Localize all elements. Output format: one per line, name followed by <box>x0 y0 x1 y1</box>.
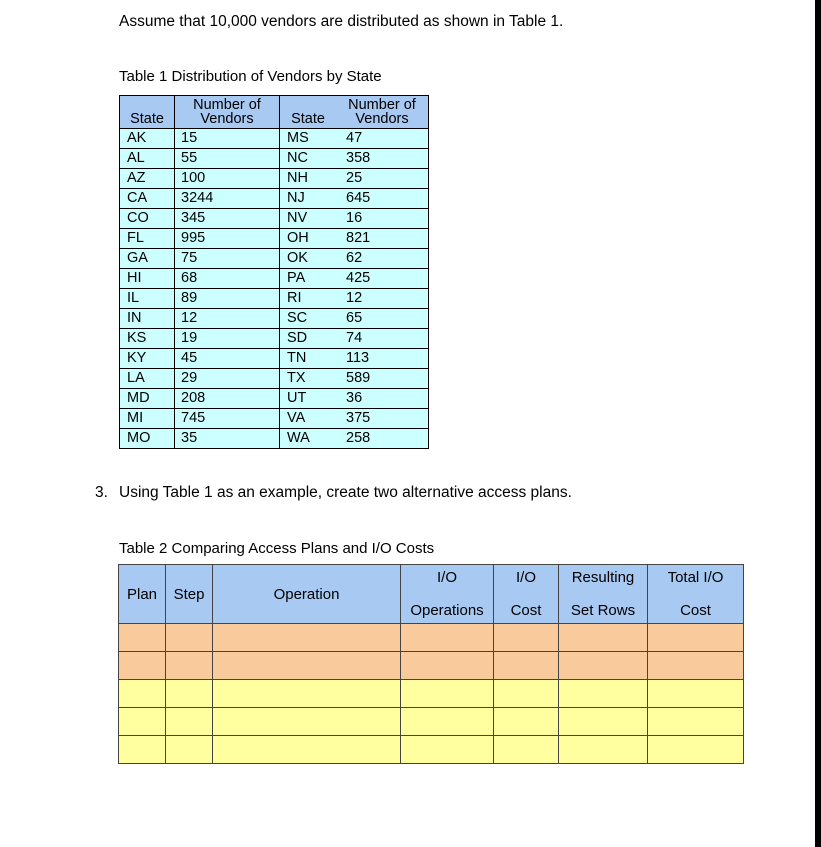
cell[interactable] <box>494 708 559 736</box>
cell[interactable] <box>648 624 744 652</box>
cell[interactable] <box>213 652 401 680</box>
vendor-count-cell: 100 <box>175 169 280 189</box>
header-resulting-line2: Set Rows <box>570 602 636 619</box>
cell[interactable] <box>559 708 648 736</box>
vendor-count-cell: 89 <box>175 289 280 309</box>
cell[interactable] <box>119 708 166 736</box>
vendor-count-cell: 75 <box>175 249 280 269</box>
table-row <box>120 149 429 169</box>
state-cell: TN <box>280 349 337 369</box>
cell[interactable] <box>559 624 648 652</box>
cell[interactable] <box>166 736 213 764</box>
table-row <box>120 369 429 389</box>
state-cell: OK <box>280 249 337 269</box>
vendor-count-cell: 645 <box>336 189 429 209</box>
cell[interactable] <box>494 736 559 764</box>
vendor-count-cell: 19 <box>175 329 280 349</box>
header-total-io-cost <box>648 565 744 624</box>
state-cell: MS <box>280 129 337 149</box>
state-cell: KY <box>120 349 175 369</box>
state-cell: AK <box>120 129 175 149</box>
table-row <box>120 169 429 189</box>
vendors-by-state-table <box>119 95 429 449</box>
state-cell: AL <box>120 149 175 169</box>
cell[interactable] <box>119 652 166 680</box>
vendor-count-cell: 15 <box>175 129 280 149</box>
cell[interactable] <box>401 652 494 680</box>
cell[interactable] <box>648 680 744 708</box>
vendor-count-cell: 47 <box>336 129 429 149</box>
table-row <box>120 269 429 289</box>
state-cell: KS <box>120 329 175 349</box>
plan2-row <box>119 708 744 736</box>
vendor-count-cell: 3244 <box>175 189 280 209</box>
header-io-cost-line2: Cost <box>510 602 542 619</box>
vendor-count-cell: 113 <box>336 349 429 369</box>
state-cell: AZ <box>120 169 175 189</box>
state-cell: SC <box>280 309 337 329</box>
cell[interactable] <box>648 652 744 680</box>
vendor-count-cell: 358 <box>336 149 429 169</box>
table2-caption: Table 2 Comparing Access Plans and I/O Costs <box>119 540 435 557</box>
vendor-count-cell: 12 <box>175 309 280 329</box>
table1-caption: Table 1 Distribution of Vendors by State <box>119 68 382 85</box>
cell[interactable] <box>494 680 559 708</box>
header-total-line1: Total I/O <box>667 569 724 586</box>
table-row <box>120 409 429 429</box>
header-io-operations-line1: I/O <box>436 569 457 586</box>
header-io-operations <box>401 565 494 624</box>
plan2-row <box>119 736 744 764</box>
state-cell: WA <box>280 429 337 449</box>
plan1-row <box>119 652 744 680</box>
header-state-2: State <box>280 96 337 129</box>
header-vendors-2-line2: Vendors <box>355 111 409 127</box>
header-io-cost <box>494 565 559 624</box>
cell[interactable] <box>494 652 559 680</box>
state-cell: NV <box>280 209 337 229</box>
vendor-count-cell: 345 <box>175 209 280 229</box>
question-number: 3. <box>95 484 108 501</box>
table-row <box>120 129 429 149</box>
cell[interactable] <box>559 680 648 708</box>
cell[interactable] <box>119 736 166 764</box>
cell[interactable] <box>401 736 494 764</box>
header-io-cost-line1: I/O <box>515 569 536 586</box>
state-cell: TX <box>280 369 337 389</box>
vendor-count-cell: 45 <box>175 349 280 369</box>
table-row <box>120 209 429 229</box>
header-vendors-1-line1: Number of <box>193 97 261 113</box>
state-cell: VA <box>280 409 337 429</box>
cell[interactable] <box>648 736 744 764</box>
plan2-row <box>119 680 744 708</box>
vendor-count-cell: 425 <box>336 269 429 289</box>
state-cell: CA <box>120 189 175 209</box>
vendor-count-cell: 36 <box>336 389 429 409</box>
vendor-count-cell: 745 <box>175 409 280 429</box>
cell[interactable] <box>401 624 494 652</box>
state-cell: IN <box>120 309 175 329</box>
table-row <box>120 229 429 249</box>
cell[interactable] <box>213 708 401 736</box>
question-text: Using Table 1 as an example, create two alternative access plans. <box>119 484 572 501</box>
state-cell: NJ <box>280 189 337 209</box>
vendor-count-cell: 375 <box>336 409 429 429</box>
vendor-count-cell: 74 <box>336 329 429 349</box>
state-cell: MD <box>120 389 175 409</box>
cell[interactable] <box>401 708 494 736</box>
question-3 <box>95 484 572 502</box>
state-cell: HI <box>120 269 175 289</box>
vendor-count-cell: 35 <box>175 429 280 449</box>
vendor-count-cell: 65 <box>336 309 429 329</box>
vendor-count-cell: 29 <box>175 369 280 389</box>
table-row <box>120 289 429 309</box>
vendor-count-cell: 589 <box>336 369 429 389</box>
vendor-count-cell: 821 <box>336 229 429 249</box>
vendor-count-cell: 258 <box>336 429 429 449</box>
state-cell: MI <box>120 409 175 429</box>
state-cell: OH <box>280 229 337 249</box>
header-operation: Operation <box>213 565 401 624</box>
table-row <box>120 429 429 449</box>
header-plan: Plan <box>119 565 166 624</box>
cell[interactable] <box>213 736 401 764</box>
table-row <box>120 189 429 209</box>
header-vendors-1 <box>175 96 280 129</box>
header-step: Step <box>166 565 213 624</box>
state-cell: NC <box>280 149 337 169</box>
cell[interactable] <box>166 680 213 708</box>
header-vendors-2-line1: Number of <box>348 97 416 113</box>
vendor-count-cell: 55 <box>175 149 280 169</box>
state-cell: NH <box>280 169 337 189</box>
table-row <box>120 249 429 269</box>
header-state-1: State <box>120 96 175 129</box>
cell[interactable] <box>166 624 213 652</box>
header-vendors-1-line2: Vendors <box>200 111 254 127</box>
header-vendors-2 <box>336 96 429 129</box>
state-cell: SD <box>280 329 337 349</box>
state-cell: IL <box>120 289 175 309</box>
cell[interactable] <box>648 708 744 736</box>
cell[interactable] <box>119 680 166 708</box>
vendor-count-cell: 68 <box>175 269 280 289</box>
header-resulting-set-rows <box>559 565 648 624</box>
table1-body <box>120 129 429 449</box>
state-cell: RI <box>280 289 337 309</box>
plan1-row <box>119 624 744 652</box>
vendor-count-cell: 16 <box>336 209 429 229</box>
cell[interactable] <box>494 624 559 652</box>
state-cell: LA <box>120 369 175 389</box>
table-row <box>120 349 429 369</box>
table-row <box>120 389 429 409</box>
state-cell: MO <box>120 429 175 449</box>
cell[interactable] <box>559 736 648 764</box>
table-row <box>120 329 429 349</box>
vendor-count-cell: 208 <box>175 389 280 409</box>
header-total-line2: Cost <box>680 602 711 619</box>
table2-header-row <box>119 565 744 624</box>
vendor-count-cell: 62 <box>336 249 429 269</box>
vendor-count-cell: 25 <box>336 169 429 189</box>
state-cell: FL <box>120 229 175 249</box>
state-cell: CO <box>120 209 175 229</box>
header-resulting-line1: Resulting <box>571 569 635 586</box>
cell[interactable] <box>213 624 401 652</box>
state-cell: PA <box>280 269 337 289</box>
cell[interactable] <box>559 652 648 680</box>
vendor-count-cell: 995 <box>175 229 280 249</box>
table-row <box>120 309 429 329</box>
table1-header-row <box>120 96 429 129</box>
header-io-operations-line2: Operations <box>410 602 484 619</box>
cell[interactable] <box>401 680 494 708</box>
state-cell: GA <box>120 249 175 269</box>
intro-text: Assume that 10,000 vendors are distributed as shown in Table 1. <box>119 13 564 30</box>
access-plans-table <box>118 564 744 764</box>
cell[interactable] <box>119 624 166 652</box>
cell[interactable] <box>213 680 401 708</box>
cell[interactable] <box>166 708 213 736</box>
state-cell: UT <box>280 389 337 409</box>
vendor-count-cell: 12 <box>336 289 429 309</box>
cell[interactable] <box>166 652 213 680</box>
page-edge-bar <box>815 0 821 847</box>
